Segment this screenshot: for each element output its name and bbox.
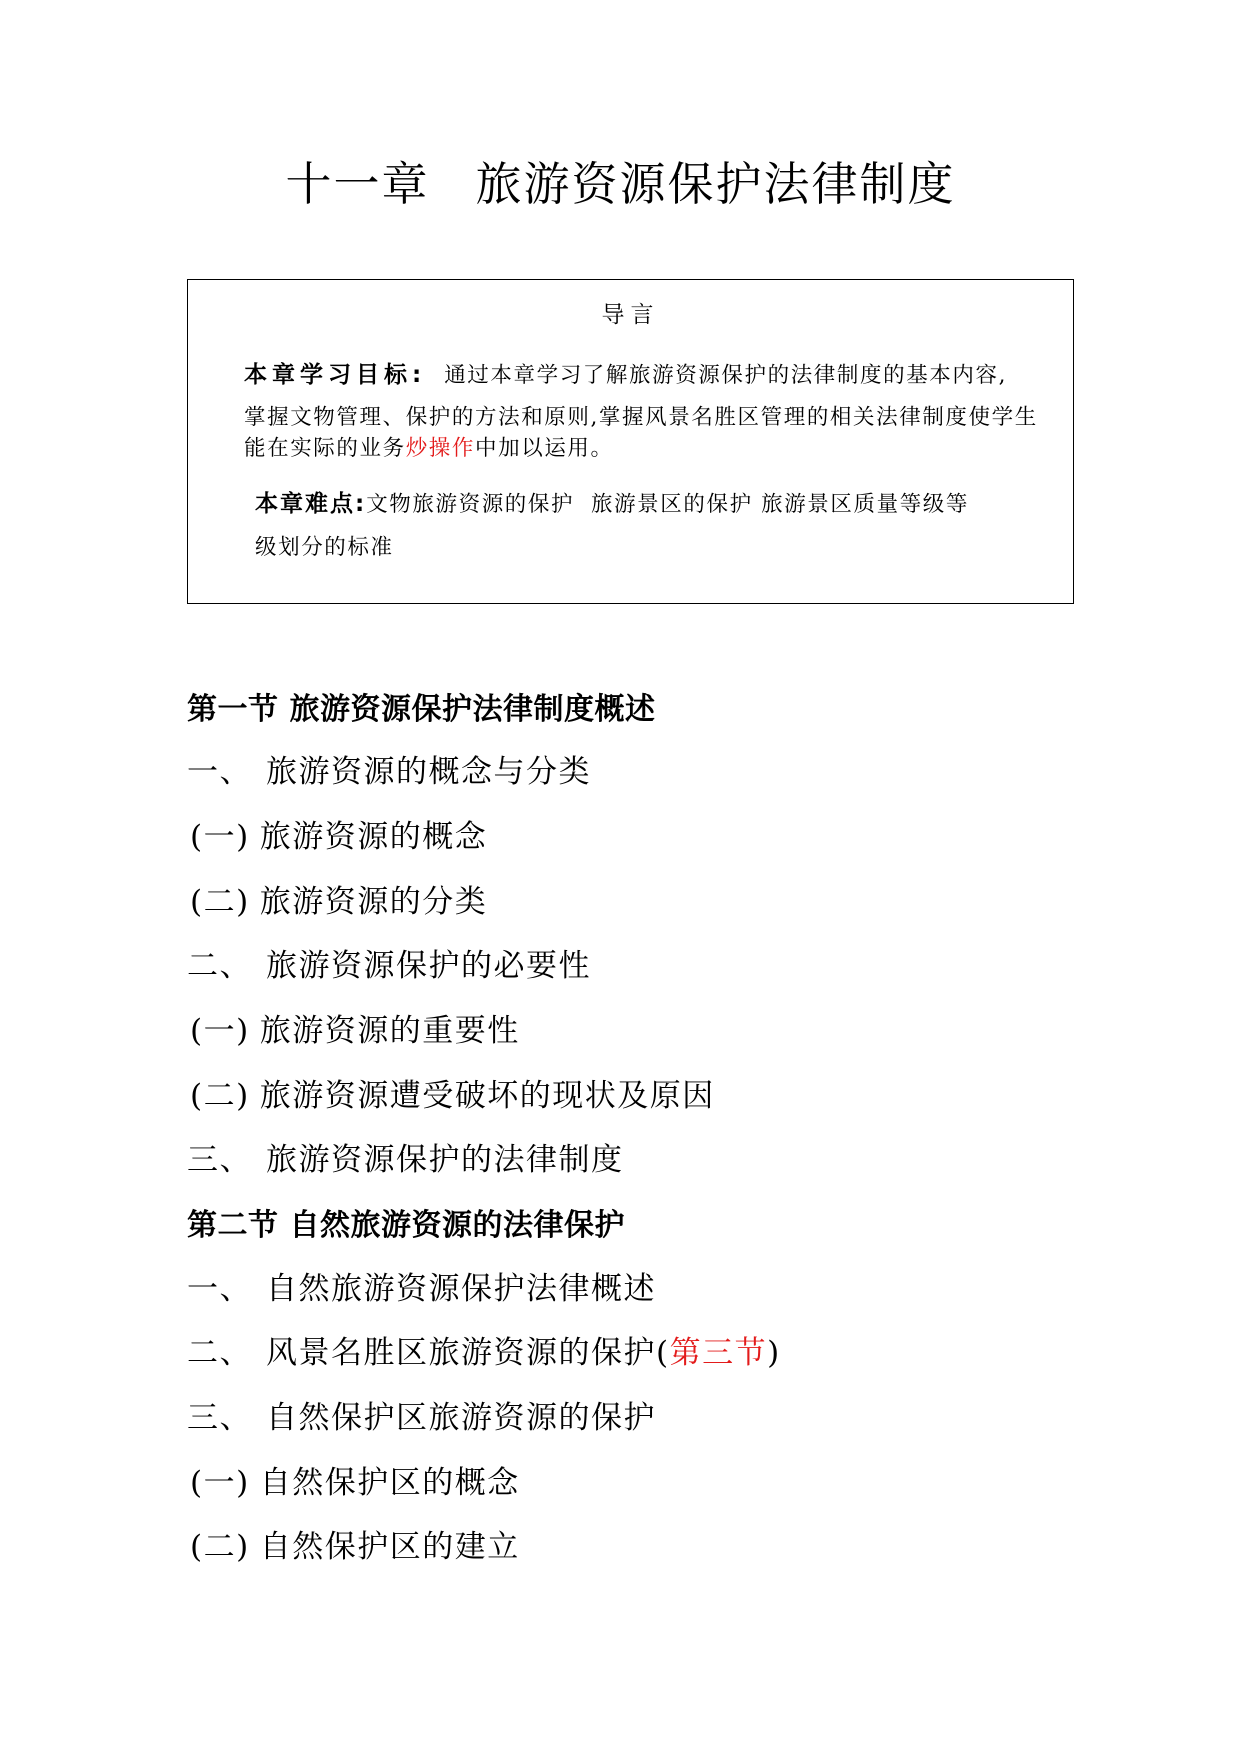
outline-subitem: (一) 自然保护区的概念 <box>190 1465 520 1501</box>
highlighted-word: 炒操作 <box>405 436 476 461</box>
learning-objectives-line-2: 掌握文物管理、保护的方法和原则,掌握风景名胜区管理的相关法律制度使学生 <box>244 405 1038 430</box>
outline-item: 一、 自然旅游资源保护法律概述 <box>187 1271 656 1307</box>
outline-subitem: (二) 旅游资源的分类 <box>190 884 488 920</box>
intro-heading: 导言 <box>601 302 660 328</box>
section-1-heading: 第一节 旅游资源保护法律制度概述 <box>187 692 656 727</box>
outline-subitem: (二) 自然保护区的建立 <box>190 1529 520 1565</box>
chapter-number: 十一章 <box>285 157 430 211</box>
outline-subitem: (二) 旅游资源遭受破坏的现状及原因 <box>190 1078 715 1114</box>
learning-objectives-line-3: 能在实际的业务炒操作中加以运用。 <box>244 436 614 461</box>
section-2-heading: 第二节 自然旅游资源的法律保护 <box>187 1208 625 1243</box>
outline-item: 三、 自然保护区旅游资源的保护 <box>187 1400 656 1436</box>
page-title <box>0 148 1241 214</box>
chapter-title: 旅游资源保护法律制度 <box>475 157 956 211</box>
learning-objectives-line-1: 通过本章学习了解旅游资源保护的法律制度的基本内容, <box>444 363 1008 388</box>
outline-subitem: (一) 旅游资源的概念 <box>190 819 488 855</box>
outline-subitem: (一) 旅游资源的重要性 <box>190 1013 520 1049</box>
section-cross-reference: 第三节 <box>669 1335 768 1371</box>
outline-item: 二、 旅游资源保护的必要性 <box>187 948 591 984</box>
intro-box <box>187 279 1074 604</box>
outline-item: 二、 风景名胜区旅游资源的保护(第三节) <box>187 1335 781 1371</box>
chapter-difficulties-line-2: 级划分的标准 <box>255 535 394 560</box>
chapter-difficulties-label: 本章难点: <box>255 491 367 517</box>
chapter-difficulties-line-1: 文物旅游资源的保护 旅游景区的保护 旅游景区质量等级等 <box>366 492 970 517</box>
learning-objectives <box>200 360 1060 464</box>
chapter-difficulties <box>200 489 1060 563</box>
outline-item: 一、 旅游资源的概念与分类 <box>187 754 591 790</box>
outline-item: 三、 旅游资源保护的法律制度 <box>187 1142 624 1178</box>
learning-objectives-label: 本章学习目标: <box>244 362 427 388</box>
